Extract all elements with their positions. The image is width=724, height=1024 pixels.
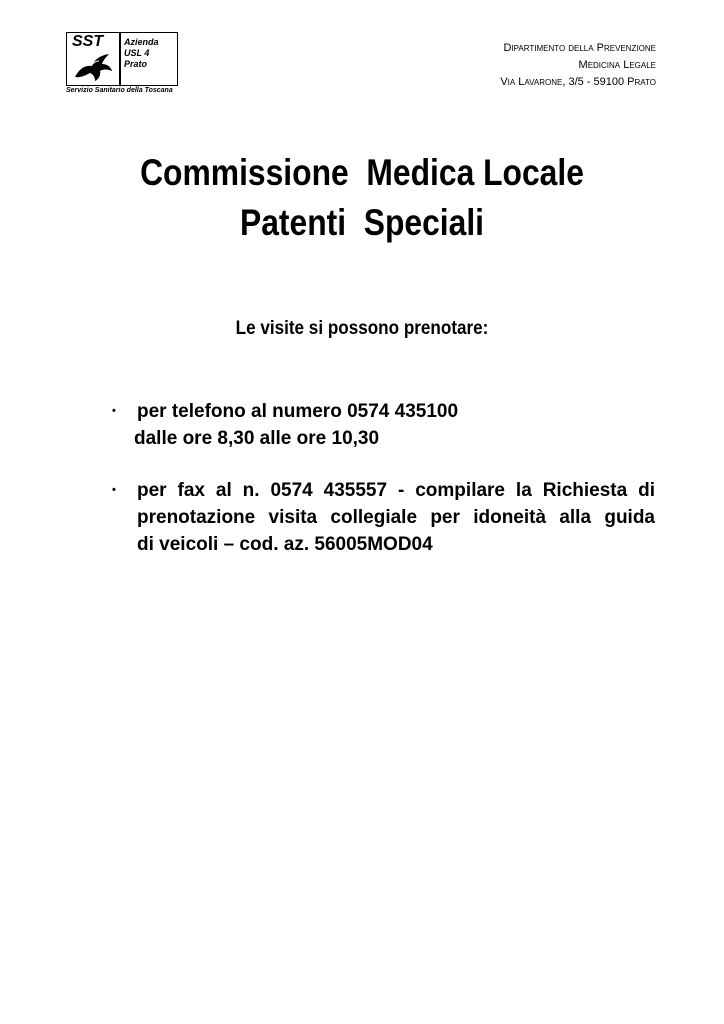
subtitle: Le visite si possono prenotare: (235, 318, 489, 339)
logo-caption: Servizio Sanitario della Toscana (66, 87, 173, 94)
logo-brand: SST (72, 33, 104, 50)
list-item-fax (110, 477, 655, 558)
letterhead (500, 40, 656, 91)
address: Via Lavarone, 3/5 - 59100 Prato (500, 76, 656, 88)
department-name: Dipartimento della Prevenzione (503, 42, 656, 54)
phone-line: per telefono al numero 0574 435100 (137, 401, 459, 422)
bullet-icon: • (112, 484, 116, 496)
fax-line-2: prenotazione visita collegiale per idoneità alla guida (137, 507, 655, 528)
fax-line-1: per fax al n. 0574 435557 - compilare la Richiesta di (137, 480, 655, 501)
logo-org-line: USL 4 (124, 48, 150, 58)
title-line-2: Patenti Speciali (239, 202, 485, 243)
logo-divider (119, 33, 121, 85)
booking-methods-list (110, 398, 655, 583)
bullet-icon: • (112, 405, 116, 417)
title-line-1: Commissione Medica Locale (140, 152, 584, 193)
asl-logo (66, 32, 178, 86)
horse-emblem-icon (71, 51, 115, 83)
unit-name: Medicina Legale (578, 59, 656, 71)
logo-org-text (124, 37, 159, 70)
logo-org-line: Azienda (124, 37, 159, 47)
page-title (51, 148, 674, 248)
fax-line-3: di veicoli – cod. az. 56005MOD04 (137, 534, 433, 555)
list-item-phone (110, 398, 655, 452)
logo-org-line: Prato (124, 59, 148, 69)
phone-hours: dalle ore 8,30 alle ore 10,30 (134, 428, 380, 449)
